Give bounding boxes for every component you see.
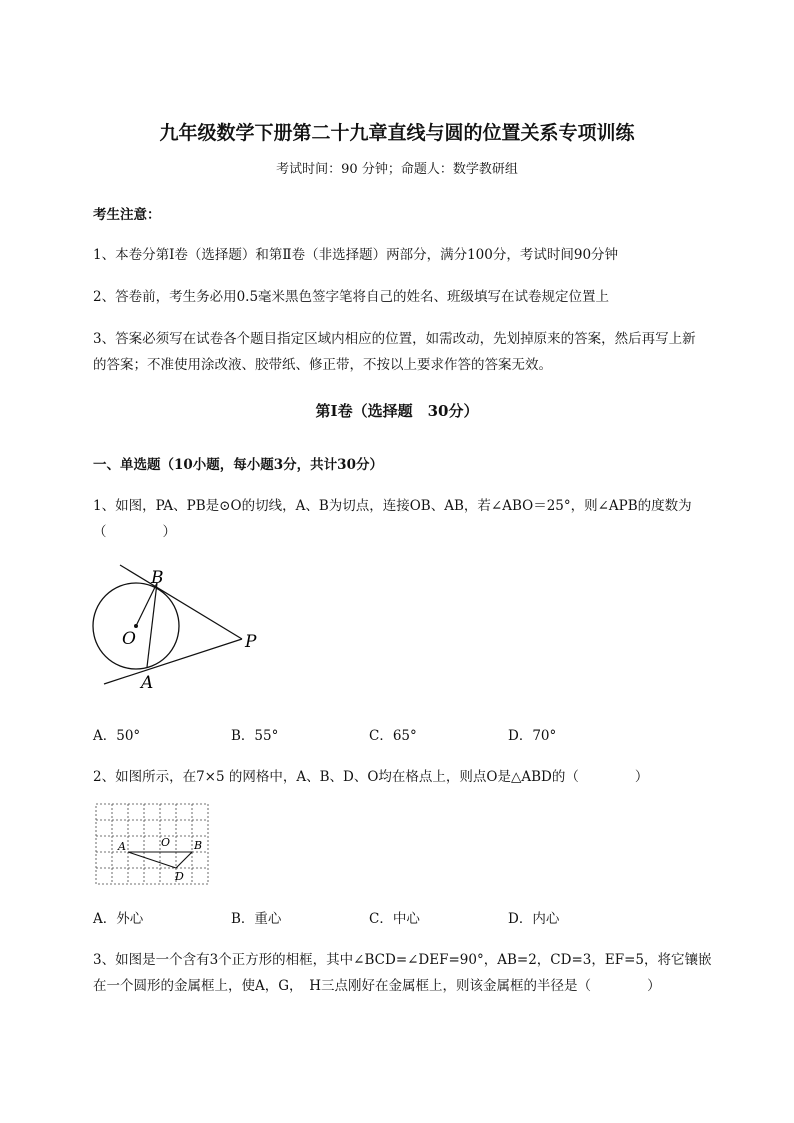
exam-info: 考试时间：90 分钟；命题人：数学教研组 [276, 162, 518, 177]
q2-option-d[interactable]: D．内心 [508, 911, 560, 927]
q2-option-a[interactable]: A．外心 [93, 911, 144, 927]
question-1-paren: （ ） [93, 524, 176, 540]
q1-option-c[interactable]: C．65° [369, 728, 417, 744]
question-2-stem: 2、如图所示，在7×5 的网格中，A、B、D、O均在格点上，则点O是△ABD的（ ） [93, 769, 649, 785]
center-dot [134, 624, 138, 628]
notice-item-2: 2、答卷前，考生务必用0.5毫米黑色签字笔将自己的姓名、班级填写在试卷规定位置上 [93, 289, 610, 305]
q1-option-b[interactable]: B．55° [231, 728, 279, 744]
notice-item-3: 3、答案必须写在试卷各个题目指定区域内相应的位置，如需改动，先划掉原来的答案，然后再写上新 [93, 331, 696, 347]
notice-heading: 考生注意： [93, 207, 161, 223]
notice-item-1: 1、本卷分第Ⅰ卷（选择题）和第Ⅱ卷（非选择题）两部分，满分100分，考试时间90分钟 [93, 247, 619, 263]
q2-option-c[interactable]: C．中心 [369, 911, 420, 927]
label-p: P [245, 632, 257, 652]
label-b: B [194, 839, 203, 852]
q1-option-a[interactable]: A．50° [93, 728, 141, 744]
tangent-pb [120, 565, 242, 639]
question-2-figure [92, 800, 214, 888]
label-a: A [141, 673, 154, 693]
page-title: 九年级数学下册第二十九章直线与圆的位置关系专项训练 [159, 122, 635, 144]
label-o: O [161, 836, 171, 849]
label-d: D [175, 870, 184, 883]
question-3-stem: 3、如图是一个含有3个正方形的相框，其中∠BCD=∠DEF=90°，AB=2，CD=3，EF=5，将它镶嵌 [93, 952, 712, 968]
label-a: A [118, 840, 126, 853]
q1-option-d[interactable]: D．70° [508, 728, 557, 744]
notice-item-3-cont: 的答案；不准使用涂改液、胶带纸、修正带，不按以上要求作答的答案无效。 [93, 357, 552, 373]
question-3-stem-cont: 在一个圆形的金属框上，使A，G， H三点刚好在金属框上，则该金属框的半径是（ ） [93, 978, 661, 994]
grid [96, 804, 208, 884]
section-title: 第Ⅰ卷（选择题 30分） [315, 402, 479, 420]
segment-ab [147, 583, 157, 667]
question-1-figure [90, 560, 270, 695]
label-b: B [151, 568, 164, 588]
part-heading: 一、单选题（10小题，每小题3分，共计30分） [93, 457, 383, 473]
question-1-stem: 1、如图，PA、PB是⊙O的切线，A、B为切点，连接OB、AB，若∠ABO＝25°，则∠APB的度数为 [93, 498, 692, 514]
q2-option-b[interactable]: B．重心 [231, 911, 282, 927]
label-o: O [122, 629, 136, 649]
